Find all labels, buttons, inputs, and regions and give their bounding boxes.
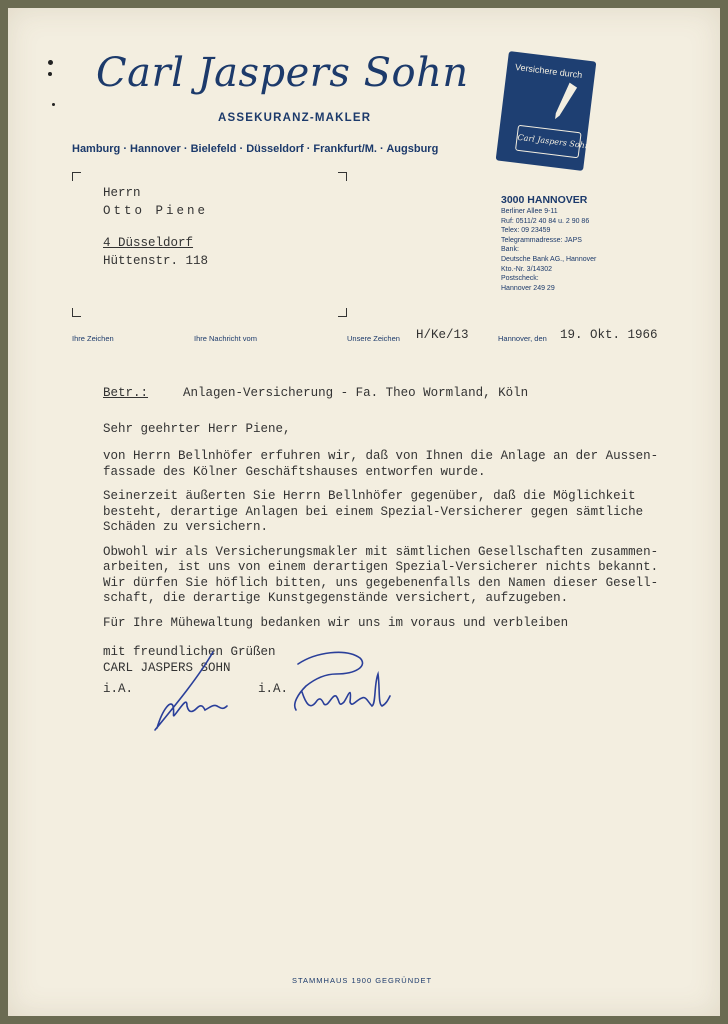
signature-right bbox=[276, 644, 396, 724]
ihre-zeichen-label: Ihre Zeichen bbox=[72, 334, 114, 343]
footer-founded: STAMMHAUS 1900 GEGRÜNDET bbox=[292, 976, 433, 985]
window-corner bbox=[72, 308, 81, 317]
recipient-street: Hüttenstr. 118 bbox=[103, 254, 209, 268]
date-label: Hannover, den bbox=[498, 334, 547, 343]
subject-text: Anlagen-Versicherung - Fa. Theo Wormland, Köln bbox=[183, 386, 529, 400]
letter-salutation: Sehr geehrter Herr Piene, bbox=[103, 421, 291, 436]
recipient-address bbox=[103, 184, 208, 270]
sender-phone: Ruf: 0511/2 40 84 u. 2 90 86 bbox=[501, 217, 590, 225]
paragraph-3: Obwohl wir als Versicherungsmakler mit sämtlichen Gesellschaften zusammen- arbeiten, ist uns von einem derartigen Spezial-Versicherer nichts bekannt. Wir dürfen Sie höflich bitten, uns gegebenenfalls den Namen dieser Gesell- schaft, die derartige Kunstgegenstände versichert, aufzugeben. bbox=[103, 544, 659, 605]
ihre-nachricht-label: Ihre Nachricht vom bbox=[194, 334, 257, 343]
letter-date: 19. Okt. 1966 bbox=[560, 328, 658, 342]
signature-left bbox=[143, 648, 233, 738]
punch-mark bbox=[52, 103, 55, 106]
punch-mark bbox=[48, 60, 53, 65]
sender-telegram: Telegrammadresse: JAPS bbox=[501, 236, 582, 244]
company-logo: Carl Jaspers Sohn bbox=[96, 50, 469, 96]
window-corner bbox=[338, 308, 347, 317]
pen-icon bbox=[551, 81, 578, 123]
recipient-name: Otto Piene bbox=[103, 204, 209, 218]
ia-label-left: i.A. bbox=[103, 682, 134, 696]
closing-company: CARL JASPERS SOHN bbox=[103, 660, 231, 675]
paragraph-2: Seinerzeit äußerten Sie Herrn Bellnhöfer gegenüber, daß die Möglichkeit besteht, derartige Anlagen bei einem Spezial-Versicherer gegen sämtliche Schäden zu versichern. bbox=[103, 489, 644, 534]
subject-label: Betr.: bbox=[103, 386, 149, 400]
punch-mark bbox=[48, 72, 52, 76]
sender-telex: Telex: 09 23459 bbox=[501, 227, 551, 235]
letter-sheet bbox=[8, 8, 720, 1016]
insurance-badge bbox=[496, 51, 597, 171]
window-corner bbox=[338, 172, 347, 181]
bank-label: Bank: bbox=[501, 246, 519, 254]
recipient-salutation: Herrn bbox=[103, 186, 141, 200]
paragraph-1: von Herrn Bellnhöfer erfuhren wir, daß von Ihnen die Anlage an der Aussen- fassade des Kölner Geschäftshauses entworfen wurde. bbox=[103, 449, 659, 479]
closing-greeting: mit freundlichen Grüßen bbox=[103, 645, 276, 659]
bank-account: Kto.-Nr. 3/14302 bbox=[501, 265, 552, 273]
recipient-city: 4 Düsseldorf bbox=[103, 236, 194, 250]
postcheck-label: Postscheck: bbox=[501, 275, 539, 283]
unsere-zeichen-label: Unsere Zeichen bbox=[347, 334, 400, 343]
bank-name: Deutsche Bank AG., Hannover bbox=[501, 255, 597, 263]
paragraph-4: Für Ihre Mühewaltung bedanken wir uns im voraus und verbleiben bbox=[103, 615, 569, 630]
badge-title: Versichere durch bbox=[514, 61, 583, 81]
branch-cities: Hamburg · Hannover · Bielefeld · Düsseldorf · Frankfurt/M. · Augsburg bbox=[72, 143, 439, 155]
unsere-zeichen-value: H/Ke/13 bbox=[416, 328, 469, 342]
sender-city: 3000 HANNOVER bbox=[501, 194, 588, 206]
ia-label-right: i.A. bbox=[258, 682, 289, 696]
badge-card-logo: Carl Jaspers Sohn bbox=[515, 125, 582, 159]
sender-info bbox=[501, 193, 596, 293]
letter-body bbox=[103, 386, 703, 676]
window-corner bbox=[72, 172, 81, 181]
sender-street: Berliner Allee 9-11 bbox=[501, 208, 558, 215]
company-subtitle: ASSEKURANZ-MAKLER bbox=[218, 112, 372, 124]
postcheck-number: Hannover 249 29 bbox=[501, 284, 555, 292]
